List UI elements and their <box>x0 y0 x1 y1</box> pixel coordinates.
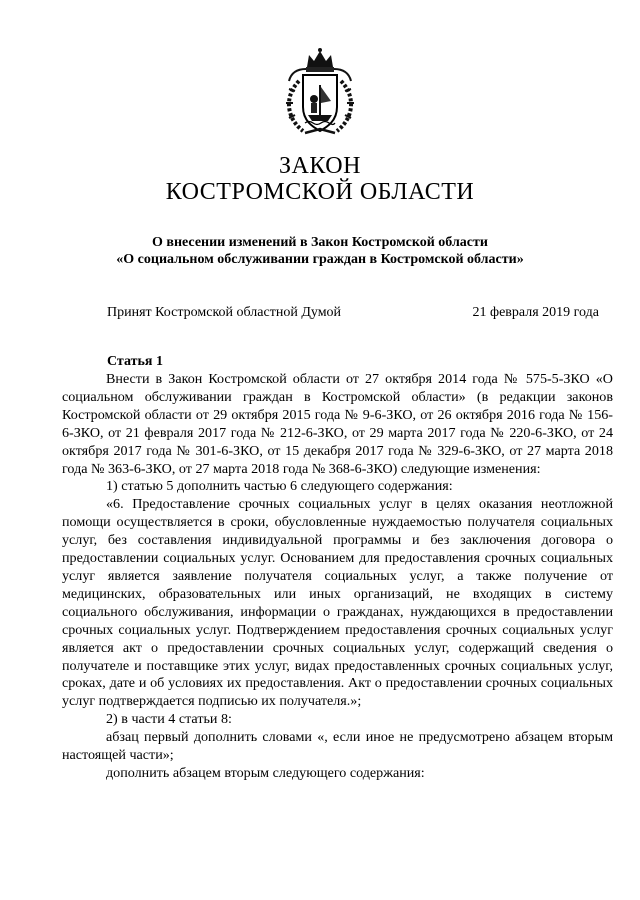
document-title-line2: КОСТРОМСКОЙ ОБЛАСТИ <box>165 179 475 205</box>
article-paragraph: «6. Предоставление срочных социальных услуг в целях оказания неотложной помощи осуществляется в сроки, обусловленные нуждаемостью получателя социальных услуг, без составления индивидуальной программы и без заключения договора о предоставлении социальных услуг. Основанием для предоставления срочных социальных услуг является заявление получателя социальных услуг, а также получение от медицинских, образовательных или иных организаций, не входящих в систему социального обслуживания, информации о гражданах, нуждающихся в предоставлении срочных социальных услуг. Подтверждением предоставления срочных социальных услуг является акт о предоставлении срочных социальных услуг, содержащий сведения о получателе и поставщике этих услуг, видах предоставленных срочных социальных услуг, сроках, дате и об условиях их предоставления. Акт о предоставлении срочных социальных услуг подтверждается подписью их получателя.»; <box>62 496 613 710</box>
document-title-line1: ЗАКОН <box>279 153 361 179</box>
subject-line1: О внесении изменений в Закон Костромской области <box>152 235 488 250</box>
adoption-date: 21 февраля 2019 года <box>472 305 599 320</box>
article-heading: Статья 1 <box>107 354 163 369</box>
adopted-by: Принят Костромской областной Думой <box>107 305 342 320</box>
article-paragraph: абзац первый дополнить словами «, если иное не предусмотрено абзацем вторым настоящей части»; <box>62 729 613 764</box>
article-paragraph: 1) статью 5 дополнить частью 6 следующего содержания: <box>106 478 453 495</box>
article-paragraph: Внести в Закон Костромской области от 27 октября 2014 года № 575-5-ЗКО «О социальном обслуживании граждан в Костромской области» (в редакции законов Костромской области от 29 октября 2015 года № 9-6-ЗКО, от 26 октября 2016 года № 156-6-ЗКО, от 21 февраля 2017 года № 212-6-ЗКО, от 29 марта 2017 года № 220-6-ЗКО, от 24 октября 2017 года № 301-6-ЗКО, от 15 декабря 2017 года № 329-6-ЗКО, от 27 марта 2018 года № 363-6-ЗКО, от 27 марта 2018 года № 368-6-ЗКО) следующие изменения: <box>62 371 613 477</box>
article-paragraph: 2) в части 4 статьи 8: <box>106 711 232 728</box>
coat-of-arms-icon <box>279 47 361 141</box>
article-paragraph: дополнить абзацем вторым следующего содержания: <box>106 764 425 781</box>
article-body <box>62 371 613 783</box>
subject-line2: «О социальном обслуживании граждан в Костромской области» <box>116 252 524 267</box>
